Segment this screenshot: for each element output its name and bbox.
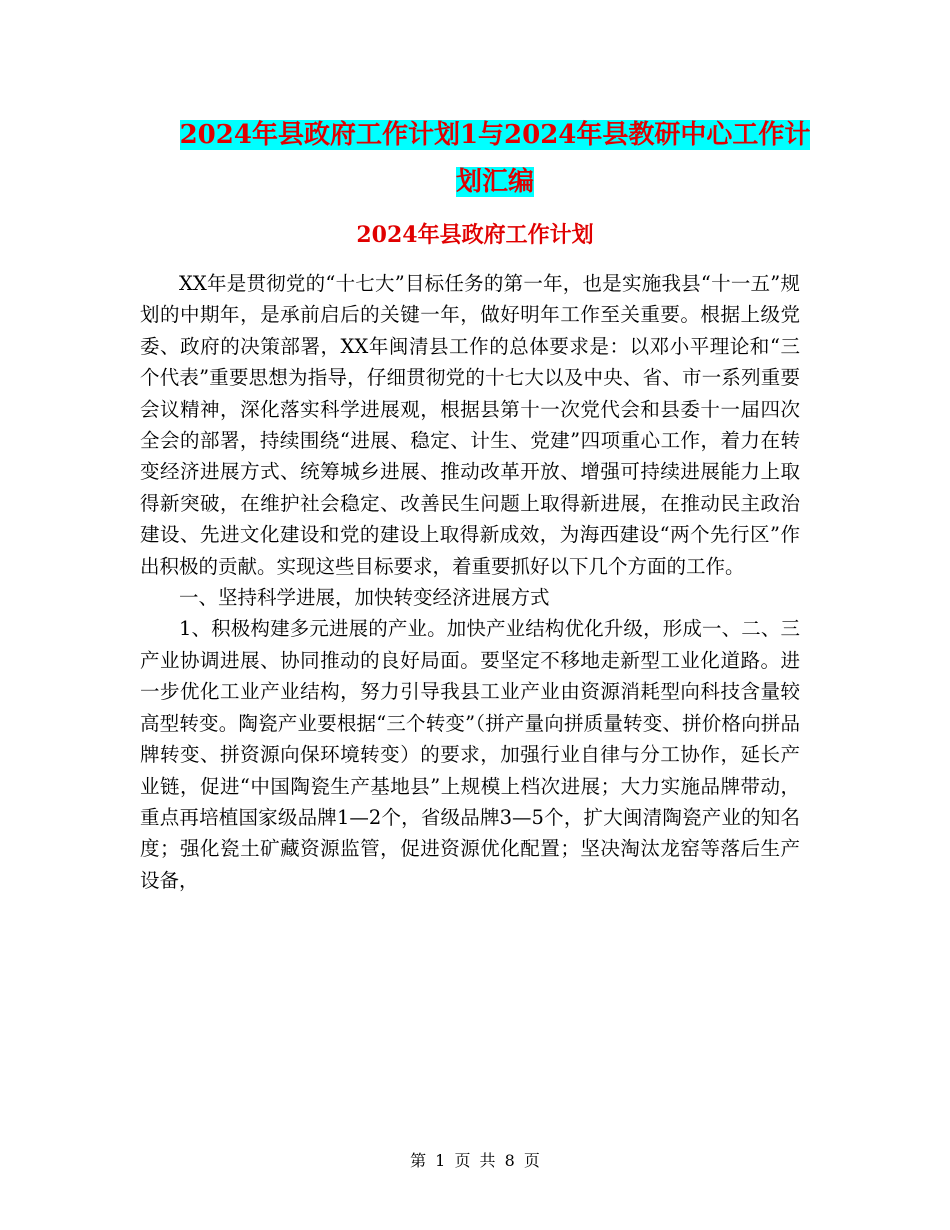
document-title (140, 112, 850, 206)
document-title-line2: 划汇编 (455, 167, 534, 197)
paragraph-intro: XX年是贯彻党的“十七大”目标任务的第一年，也是实施我县“十一五”规划的中期年，是承前启后的关键一年，做好明年工作至关重要。根据上级党委、政府的决策部署，XX年闽清县工作的总体要求是：以邓小平理论和“三个代表”重要思想为指导，仔细贯彻党的十七大以及中央、省、市一系列重要会议精神，深化落实科学进展观，根据县第十一次党代会和县委十一届四次全会的部署，持续围绕“进展、稳定、计生、党建”四项重心工作，着力在转变经济进展方式、统筹城乡进展、推动改革开放、增强可持续进展能力上取得新突破，在维护社会稳定、改善民生问题上取得新进展，在推动民主政治建设、先进文化建设和党的建设上取得新成效，为海西建设“两个先行区”作出积极的贡献。实现这些目标要求，着重要抓好以下几个方面的工作。 (140, 272, 800, 578)
paragraph-item-1: 1、积极构建多元进展的产业。加快产业结构优化升级，形成一、二、三产业协调进展、协同推动的良好局面。要坚定不移地走新型工业化道路。进一步优化工业产业结构，努力引导我县工业产业由资源消耗型向科技含量较高型转变。陶瓷产业要根据“三个转变”（拼产量向拼质量转变、拼价格向拼品牌转变、拼资源向保环境转变）的要求，加强行业自律与分工协作，延长产业链，促进“中国陶瓷生产基地县”上规模上档次进展；大力实施品牌带动，重点再培植国家级品牌1—2个，省级品牌3—5个，扩大闽清陶瓷产业的知名度；强化瓷土矿藏资源监管，促进资源优化配置；坚决淘汰龙窑等落后生产设备， (140, 617, 800, 892)
section-title: 2024年县政府工作计划 (356, 222, 594, 248)
document-body (140, 268, 800, 896)
page-footer: 第 1 页 共 8 页 (410, 1151, 540, 1170)
document-title-line1: 2024年县政府工作计划1与2024年县教研中心工作计 (179, 120, 811, 150)
paragraph-heading-1: 一、坚持科学进展，加快转变经济进展方式 (179, 586, 550, 610)
